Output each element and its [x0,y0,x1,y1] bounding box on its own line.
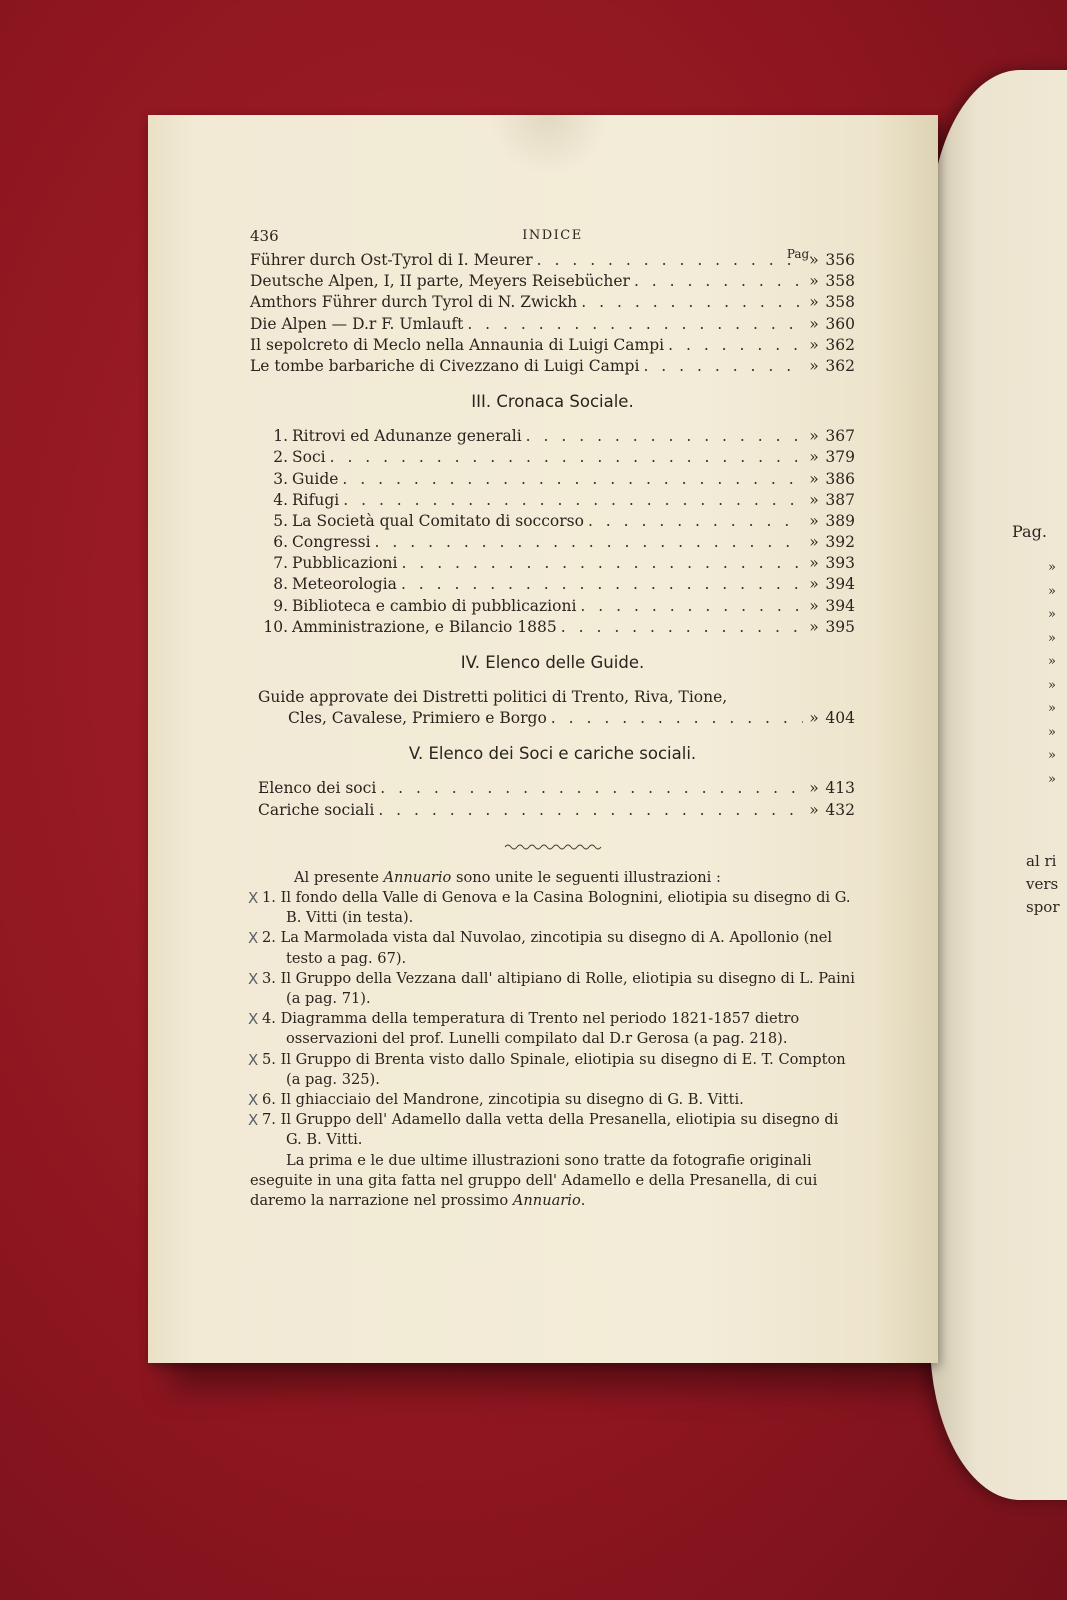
right-page-ditto-mark: » [1048,607,1056,622]
toc-title: Elenco dei soci [258,779,377,798]
toc-page: 358 [825,272,855,291]
leader-dots [576,597,803,615]
toc-title: Biblioteca e cambio di pubblicazioni [292,596,577,615]
toc-title: Le tombe barbariche di Civezzano di Luigi Campi [250,356,640,375]
toc-title: Führer durch Ost-Tyrol di I. Meurer [250,251,533,269]
right-page-ditto-mark: » [1048,724,1056,740]
item-number: 2. [273,448,288,467]
top-entries [250,251,855,378]
running-head: INDICE [522,228,583,243]
toc-entry [258,597,855,618]
toc-page: 392 [825,533,855,552]
right-page-ditto-mark: » [1048,771,1056,787]
ditto-mark: » [809,314,819,333]
pencil-x-mark: X [248,888,259,907]
illustration-text: 1. Il fondo della Valle di Genova e la Casina Bolognini, eliotipia su disegno di G. B. Vitti (in testa). [262,888,851,927]
toc-page: 356 [825,251,855,269]
toc-page: 367 [825,427,855,446]
leader-dots [547,709,803,727]
toc-title: Pubblicazioni [292,554,398,573]
ditto-mark: » [809,779,819,798]
right-page-ditto-mark: » [1048,701,1056,716]
closing-text-end: . [580,1192,586,1209]
toc-page: 432 [825,800,855,819]
ditto-mark: » [809,293,819,312]
page-number: 436 [250,227,279,245]
toc-title: Amthors Führer durch Tyrol di N. Zwickh [250,293,578,312]
toc-page: 360 [825,314,855,333]
section-soci-list [250,779,855,821]
ditto-mark: » [809,617,819,636]
toc-entry [258,575,855,596]
toc-page: 386 [825,469,855,488]
pencil-x-mark: X [248,1090,259,1109]
leader-dots [664,336,803,354]
toc-entry [258,533,855,554]
book-page [148,115,938,1363]
page-crease [488,115,608,175]
leader-dots [374,801,803,819]
pencil-x-mark: X [248,1010,259,1029]
ditto-mark: » [809,469,819,488]
leader-dots [522,427,803,445]
item-number: 10. [263,617,288,636]
toc-page: 393 [825,554,855,573]
intro-text: Al presente [294,868,384,886]
toc-page: 394 [825,575,855,594]
toc-entry [258,448,855,469]
item-number: 7. [273,554,288,573]
ditto-mark: » [809,251,819,269]
toc-page: 362 [825,335,855,354]
leader-dots [639,357,803,375]
toc-entry [258,427,855,448]
toc-title: Cariche sociali [258,800,375,819]
illustrations-note [250,868,855,1211]
item-number: 8. [273,575,288,594]
ditto-mark: » [809,448,819,467]
illustration-item [250,1050,855,1090]
ditto-mark: » [809,575,819,594]
right-page-ditto-mark: » [1048,654,1056,669]
toc-entry [258,512,855,533]
toc-page: 394 [825,596,855,615]
toc-page: 389 [825,511,855,530]
right-page-ditto-mark: » [1048,583,1056,599]
illustration-item [250,888,855,928]
toc-entry [250,315,855,336]
right-page-ditto-mark: » [1048,748,1056,763]
ditto-mark: » [809,511,819,530]
item-number: 5. [273,511,288,530]
toc-page: 379 [825,448,855,467]
toc-title: Soci [292,448,326,467]
leader-dots [339,491,803,509]
pencil-x-mark: X [248,1111,259,1130]
ditto-mark: » [809,709,819,728]
toc-page: 413 [825,779,855,798]
section-guide-entry [250,688,855,730]
illustration-item [250,1110,855,1150]
toc-title: Amministrazione, e Bilancio 1885 [292,617,557,636]
leader-dots [463,315,803,333]
ditto-mark: » [809,356,819,375]
right-page-pag-label: Pag. [1012,522,1047,541]
right-page-line: spor [1026,898,1060,916]
toc-title: Il sepolcreto di Meclo nella Annaunia di Luigi Campi [250,335,665,354]
toc-entry [250,357,855,378]
toc-page: 362 [825,356,855,375]
toc-title: La Società qual Comitato di soccorso [292,511,584,530]
leader-dots [376,779,803,797]
item-number: 1. [273,427,288,446]
section-heading-guide: IV. Elenco delle Guide. [460,653,645,672]
toc-title: Cles, Cavalese, Primiero e Borgo [288,709,547,728]
leader-dots [326,448,803,466]
pencil-x-mark: X [248,929,259,948]
ornamental-divider [250,838,855,854]
intro-text-end: sono unite le seguenti illustrazioni : [451,868,721,886]
toc-entry [258,491,855,512]
illustration-text: 4. Diagramma della temperatura di Trento nel periodo 1821-1857 dietro osservazioni del prof. Lunelli compilato dal D.r Gerosa (a pag. 218). [262,1010,800,1048]
closing-text: La prima e le due ultime illustrazioni sono tratte da fotografie originali eseguite in una gita fatta nel gruppo dell' Adamello e della Presanella, di cui daremo la narrazione nel prossimo [250,1151,818,1209]
toc-entry [258,779,855,800]
leader-dots [398,554,804,572]
ditto-mark: » [809,596,819,615]
section-cronaca-list [250,427,855,639]
illustrations-intro [250,868,855,888]
illustration-text: 5. Il Gruppo di Brenta visto dallo Spinale, eliotipia su disegno di E. T. Compton (a pag. 325). [262,1050,846,1088]
ditto-mark: » [809,335,819,354]
toc-title: Deutsche Alpen, I, II parte, Meyers Reisebücher [250,272,630,291]
item-number: 4. [273,490,288,509]
leader-dots [630,272,803,290]
ditto-mark: » [809,490,819,509]
illustration-item [250,1009,855,1049]
leader-dots [533,251,803,269]
item-number: 3. [273,469,288,488]
toc-page: 358 [825,293,855,312]
toc-title: Rifugi [292,490,340,509]
illustration-text: 6. Il ghiacciaio del Mandrone, zincotipia su disegno di G. B. Vitti. [262,1090,744,1108]
leader-dots [371,533,803,551]
pencil-x-mark: X [248,969,259,988]
toc-title: Die Alpen — D.r F. Umlauft [250,314,464,333]
toc-title: Congressi [292,533,371,552]
leader-dots [397,575,803,593]
toc-entry [250,336,855,357]
illustration-text: 2. La Marmolada vista dal Nuvolao, zincotipia su disegno di A. Apollonio (nel testo a pag. 67). [262,929,833,967]
illustration-text: 3. Il Gruppo della Vezzana dall' altipiano di Rolle, eliotipia su disegno di L. Paini (a pag. 71). [262,969,855,1007]
closing-italic: Annuario [512,1192,581,1209]
toc-entry [258,618,855,639]
right-page-text-fragments [1026,852,1060,921]
right-facing-page [930,70,1067,1500]
right-page-ditto-mark: » [1048,677,1056,693]
toc-entry [258,470,855,491]
illustration-item [250,928,855,968]
item-number: 6. [273,533,288,552]
intro-italic: Annuario [383,868,452,886]
section-heading-soci: V. Elenco dei Soci e cariche sociali. [408,744,697,764]
toc-entry [250,251,855,272]
right-page-ditto-column [1048,560,1067,795]
toc-entry [258,554,855,575]
illustrations-closing-note [250,1151,855,1212]
ditto-mark: » [809,533,819,552]
toc-page: 404 [825,709,855,728]
ditto-mark: » [809,427,819,446]
leader-dots [577,293,803,311]
pag-label: Pag. [786,247,813,261]
leader-dots [557,618,803,636]
toc-entry [258,801,855,822]
illustration-item [250,1090,855,1110]
toc-page: 387 [825,490,855,509]
toc-page: 395 [825,617,855,636]
leader-dots [584,512,803,530]
item-number: 9. [273,596,288,615]
ditto-mark: » [809,800,819,819]
toc-entry [250,272,855,293]
toc-entry [250,293,855,314]
illustration-text: 7. Il Gruppo dell' Adamello dalla vetta della Presanella, eliotipia su disegno di G. B. Vitti. [262,1111,839,1149]
right-page-line: al ri [1026,852,1057,870]
section-heading-cronaca: III. Cronaca Sociale. [471,392,634,412]
right-page-ditto-mark: » [1048,560,1056,575]
ditto-mark: » [809,554,819,573]
toc-title: Ritrovi ed Adunanze generali [292,427,522,446]
illustration-item [250,969,855,1009]
pencil-x-mark: X [248,1050,259,1069]
toc-title: Meteorologia [292,575,397,594]
right-page-ditto-mark: » [1048,630,1056,646]
leader-dots [338,470,803,488]
ditto-mark: » [809,272,819,291]
page-content [250,227,855,1211]
toc-entry [250,709,855,730]
right-page-line: vers [1026,875,1059,893]
guide-entry-line: Guide approvate dei Distretti politici di Trento, Riva, Tione, [258,688,728,706]
toc-title: Guide [292,469,339,488]
